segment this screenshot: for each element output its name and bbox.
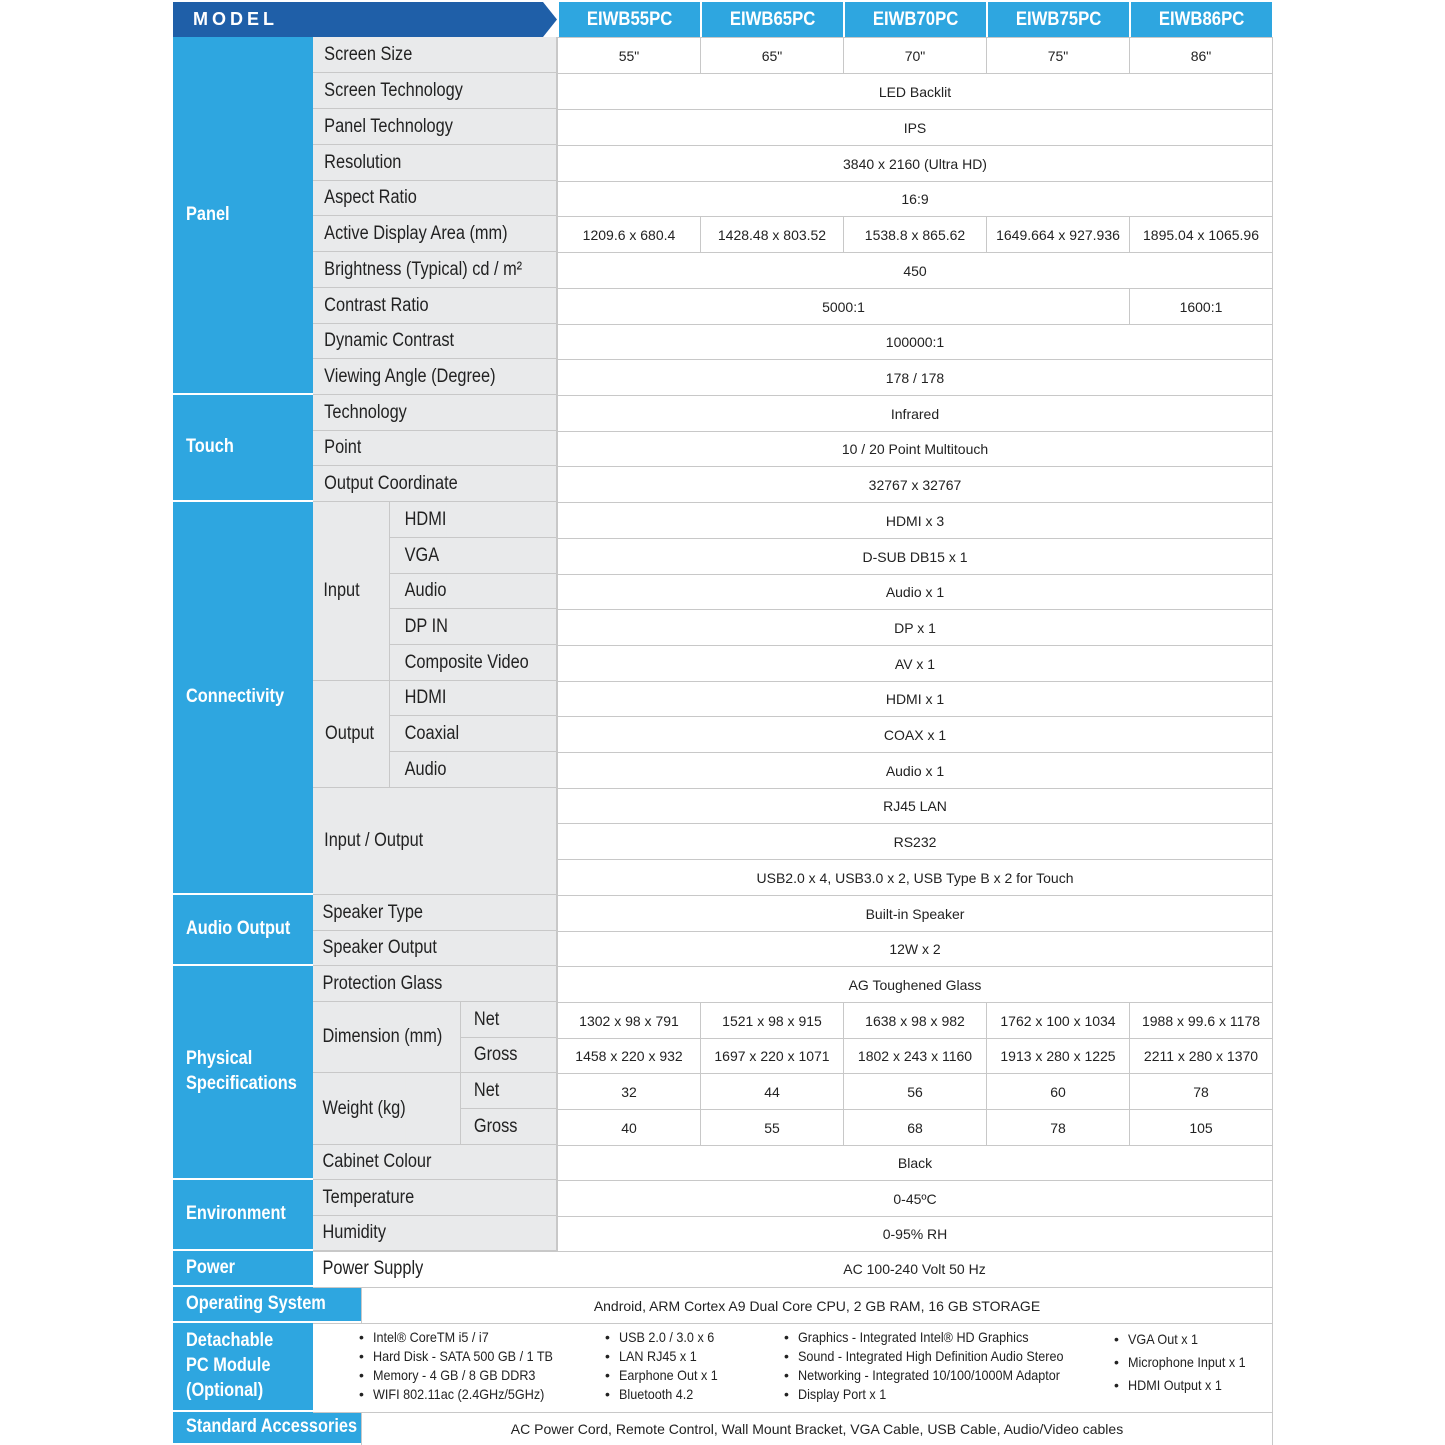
spec-label: Composite Video	[390, 645, 529, 680]
value-cell: 1600:1	[1129, 288, 1273, 325]
spec-label: Temperature	[313, 1180, 414, 1215]
spec-label: Power Supply	[322, 1258, 424, 1279]
value-cell: Black	[557, 1145, 1273, 1181]
spec-label: Brightness (Typical) cd / m²	[313, 252, 522, 287]
spec-label: Coaxial	[390, 716, 459, 751]
spec-label: Audio	[390, 752, 446, 787]
spec-label: Panel Technology	[313, 109, 453, 144]
model-column-header: EIWB65PC	[700, 2, 843, 37]
value-cell: Built-in Speaker	[557, 895, 1273, 932]
value-cell: 450	[557, 252, 1273, 289]
model-header	[173, 2, 557, 37]
value-cell: 1802 x 243 x 1160	[843, 1038, 987, 1074]
value-cell: 178 / 178	[557, 359, 1273, 396]
value-cell: 1209.6 x 680.4	[557, 216, 701, 253]
value-cell: 1913 x 280 x 1225	[986, 1038, 1130, 1074]
value-cell: Android, ARM Cortex A9 Dual Core CPU, 2 GB RAM, 16 GB STORAGE	[361, 1287, 1273, 1324]
spec-label: Humidity	[313, 1216, 386, 1250]
spec-label: Gross	[461, 1109, 517, 1144]
model-column-header: EIWB86PC	[1129, 2, 1272, 37]
value-cell: 2211 x 280 x 1370	[1129, 1038, 1273, 1074]
value-cell: 100000:1	[557, 324, 1273, 360]
value-cell: 75"	[986, 37, 1130, 74]
value-cell: 78	[1129, 1073, 1273, 1110]
value-cell: 65"	[700, 37, 844, 74]
category-pc-module: Detachable PC Module (Optional)	[173, 1323, 313, 1412]
pc-col1: • Intel® CoreTM i5 / i7 • Hard Disk - SATA 500 GB / 1 TB • Memory - 4 GB / 8 GB DDR3 • WIFI 802.11ac (2.4GHz/5GHz)	[359, 1329, 553, 1402]
spec-label: Aspect Ratio	[313, 181, 417, 215]
value-cell: 55"	[557, 37, 701, 74]
spec-label: Screen Technology	[313, 73, 463, 108]
value-cell: AG Toughened Glass	[557, 966, 1273, 1003]
value-cell: 1428.48 x 803.52	[700, 216, 844, 253]
spec-label: Resolution	[313, 145, 401, 180]
category-os: Operating System	[173, 1287, 361, 1323]
category-power: Power	[173, 1251, 313, 1287]
value-cell: HDMI x 1	[557, 681, 1273, 717]
category-audio-output: Audio Output	[173, 895, 313, 966]
value-cell: HDMI x 3	[557, 502, 1273, 539]
value-cell: 70"	[843, 37, 987, 74]
category-touch: Touch	[173, 395, 313, 502]
value-cell: 5000:1	[557, 288, 1130, 325]
spec-label: DP IN	[390, 609, 448, 644]
value-cell: IPS	[557, 109, 1273, 146]
model-column-header: EIWB75PC	[986, 2, 1129, 37]
value-cell: 78	[986, 1109, 1130, 1146]
value-cell: DP x 1	[557, 609, 1273, 646]
sub-group-label: Input	[313, 502, 360, 680]
sub-group-label: Output	[313, 681, 374, 787]
model-label: MODEL	[193, 9, 278, 29]
value-cell: LED Backlit	[557, 73, 1273, 110]
value-cell: 1649.664 x 927.936	[986, 216, 1130, 253]
spec-label: Speaker Type	[313, 895, 423, 930]
value-cell: COAX x 1	[557, 716, 1273, 753]
spec-label: Contrast Ratio	[313, 288, 429, 323]
value-cell: 55	[700, 1109, 844, 1146]
spec-label: Active Display Area (mm)	[313, 216, 508, 251]
value-cell: 1302 x 98 x 791	[557, 1002, 701, 1039]
spec-label: Viewing Angle (Degree)	[313, 359, 496, 394]
category-panel: Panel	[173, 37, 313, 395]
model-column-header: EIWB70PC	[843, 2, 986, 37]
value-cell: 105	[1129, 1109, 1273, 1146]
spec-label: Screen Size	[313, 37, 412, 72]
value-cell: 1988 x 99.6 x 1178	[1129, 1002, 1273, 1039]
value-cell: AV x 1	[557, 645, 1273, 682]
spec-label: VGA	[390, 538, 439, 573]
spec-label: Gross	[461, 1038, 517, 1072]
sub-group-label: Dimension (mm)	[313, 1002, 442, 1072]
value-cell: 40	[557, 1109, 701, 1146]
value-cell: 1638 x 98 x 982	[843, 1002, 987, 1039]
value-cell: AC Power Cord, Remote Control, Wall Mount Bracket, VGA Cable, USB Cable, Audio/Video cables	[361, 1412, 1273, 1445]
value-cell: USB2.0 x 4, USB3.0 x 2, USB Type B x 2 for Touch	[557, 859, 1273, 896]
value-cell: 44	[700, 1073, 844, 1110]
spec-label: Protection Glass	[313, 966, 442, 1001]
spec-label: Audio	[390, 574, 446, 608]
category-environment: Environment	[173, 1180, 313, 1251]
pc-col3: • Graphics - Integrated Intel® HD Graphics • Sound - Integrated High Definition Audio Stereo • Networking - Integrated 10/100/1000M Adaptor • Display Port x 1	[784, 1329, 1064, 1402]
category-accessories: Standard Accessories	[173, 1412, 361, 1445]
value-cell: RJ45 LAN	[557, 788, 1273, 824]
value-cell: 1458 x 220 x 932	[557, 1038, 701, 1074]
sub-group-label: Weight (kg)	[313, 1073, 406, 1144]
value-cell: 16:9	[557, 181, 1273, 217]
sub-group-label: Input / Output	[313, 788, 423, 894]
value-cell: Audio x 1	[557, 574, 1273, 610]
spec-label: HDMI	[390, 502, 446, 537]
value-cell: 56	[843, 1073, 987, 1110]
value-cell: D-SUB DB15 x 1	[557, 538, 1273, 575]
spec-label: Output Coordinate	[313, 466, 458, 501]
model-column-header: EIWB55PC	[557, 2, 700, 37]
value-cell: 32	[557, 1073, 701, 1110]
spec-label: Cabinet Colour	[313, 1145, 431, 1179]
value-cell: 1762 x 100 x 1034	[986, 1002, 1130, 1039]
category-connectivity: Connectivity	[173, 502, 313, 895]
value-cell: 3840 x 2160 (Ultra HD)	[557, 145, 1273, 182]
value-cell: Infrared	[557, 395, 1273, 432]
value-cell: 86"	[1129, 37, 1273, 74]
value-cell: 1521 x 98 x 915	[700, 1002, 844, 1039]
value-cell: 1538.8 x 865.62	[843, 216, 987, 253]
spec-label: Point	[313, 431, 361, 465]
value-cell: RS232	[557, 823, 1273, 860]
value-cell: 0-95% RH	[557, 1216, 1273, 1252]
category-physical: Physical Specifications	[173, 966, 313, 1180]
value-cell: 10 / 20 Point Multitouch	[557, 431, 1273, 467]
value-cell: 32767 x 32767	[557, 466, 1273, 503]
spec-label: Net	[461, 1073, 499, 1108]
value-cell: 0-45ºC	[557, 1180, 1273, 1217]
value-cell: 1697 x 220 x 1071	[700, 1038, 844, 1074]
spec-label: Technology	[313, 395, 407, 430]
spec-label: Speaker Output	[313, 931, 437, 965]
spec-label: Dynamic Contrast	[313, 324, 454, 358]
value-cell: 12W x 2	[557, 931, 1273, 967]
pc-col4: • VGA Out x 1 • Microphone Input x 1 • HDMI Output x 1	[1114, 1331, 1246, 1393]
pc-col2: • USB 2.0 / 3.0 x 6 • LAN RJ45 x 1 • Earphone Out x 1 • Bluetooth 4.2	[605, 1329, 718, 1402]
value-cell: Audio x 1	[557, 752, 1273, 789]
value-cell: 1895.04 x 1065.96	[1129, 216, 1273, 253]
spec-label: Net	[461, 1002, 499, 1037]
value-cell: 60	[986, 1073, 1130, 1110]
value-cell: 68	[843, 1109, 987, 1146]
spec-label: HDMI	[390, 681, 446, 715]
value-cell: AC 100-240 Volt 50 Hz	[557, 1251, 1273, 1288]
